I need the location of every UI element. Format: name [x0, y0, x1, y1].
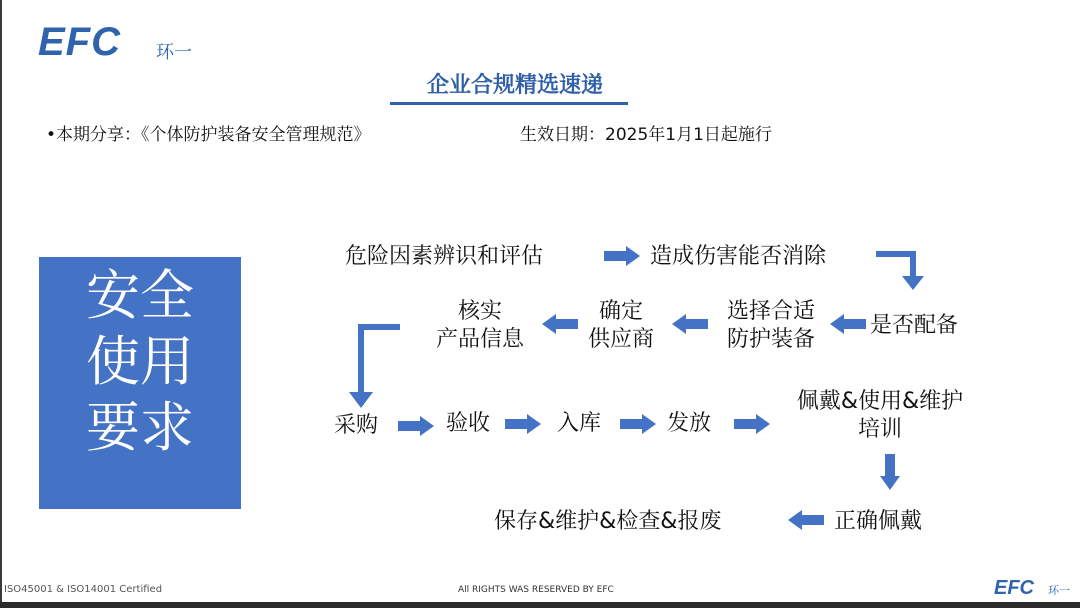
flow-node-hazard-identification: 危险因素辨识和评估 — [345, 244, 544, 269]
flow-node-distribution: 发放 — [667, 411, 712, 436]
bottom-bar — [0, 602, 1080, 608]
elbow-arrow-icon — [876, 251, 924, 290]
right-arrow-icon — [734, 414, 770, 434]
slide-title: 企业合规精选速递 — [426, 73, 603, 98]
right-arrow-icon — [620, 414, 656, 434]
flow-node-select-equipment — [715, 298, 827, 354]
flow-node-line: 选择合适 — [726, 299, 815, 324]
right-arrow-icon — [505, 414, 541, 434]
flow-node-confirm-supplier — [578, 298, 664, 354]
left-arrow-icon — [830, 314, 866, 334]
flow-node-verify-product — [424, 298, 536, 354]
flow-node-line: 防护装备 — [726, 327, 815, 352]
left-arrow-icon — [788, 510, 824, 530]
requirement-line: 使用 — [86, 330, 194, 393]
flow-node-purchase: 采购 — [334, 413, 379, 438]
flow-node-line: 供应商 — [587, 327, 654, 352]
flow-node-maintenance-scrap: 保存&维护&检查&报废 — [494, 509, 722, 534]
issue-line: •本期分享：《个体防护装备安全管理规范》 — [46, 125, 371, 145]
flow-node-line: 核实 — [457, 299, 502, 324]
right-arrow-icon — [398, 416, 434, 436]
flow-node-equip-decision: 是否配备 — [870, 313, 959, 338]
flow-node-line: 佩戴&使用&维护 — [796, 389, 964, 414]
left-arrow-icon — [672, 314, 708, 334]
left-arrow-icon — [542, 314, 578, 334]
right-arrow-icon — [604, 246, 640, 266]
flow-node-acceptance: 验收 — [446, 411, 491, 436]
down-arrow-icon — [880, 454, 900, 490]
requirement-line: 要求 — [86, 396, 194, 459]
flow-node-correct-wearing: 正确佩戴 — [834, 509, 923, 534]
flow-node-line: 培训 — [857, 417, 902, 442]
flow-node-training — [776, 388, 984, 444]
footer-efc-logo: EFC — [994, 577, 1034, 599]
elbow-arrow-icon — [349, 324, 400, 408]
flow-node-warehousing: 入库 — [557, 411, 602, 436]
flow-node-line: 确定 — [598, 299, 643, 324]
footer-efc-logo-cn: 环一 — [1048, 584, 1070, 597]
footer-rights: All RIGHTS WAS RESERVED BY EFC — [458, 585, 614, 595]
flow-node-line: 产品信息 — [435, 327, 524, 352]
effective-date-line: 生效日期：2025年1月1日起施行 — [520, 125, 772, 145]
requirement-line: 安全 — [86, 264, 194, 327]
footer-certification: ISO45001 & ISO14001 Certified — [4, 584, 163, 595]
efc-logo-cn: 环一 — [156, 42, 192, 63]
efc-logo: EFC — [38, 20, 121, 64]
flow-node-eliminate-harm: 造成伤害能否消除 — [650, 244, 827, 269]
